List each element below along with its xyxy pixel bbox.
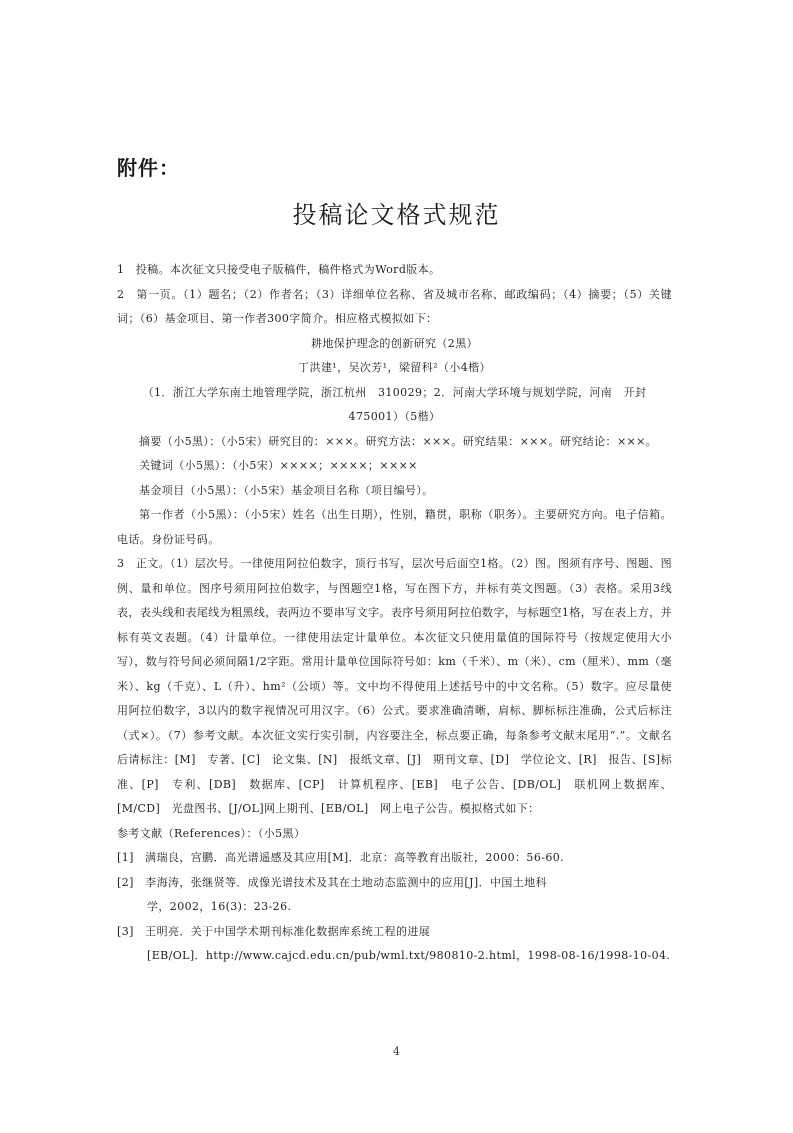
item-submission: 1 投稿。本次征文只接受电子版稿件，稿件格式为Word版本。 bbox=[117, 263, 441, 276]
reference-3-cont: [EB/OL]．http://www.cajcd.edu.cn/pub/wml.txt/980810-2.html，1998-08-16/1998-10-04. bbox=[147, 949, 671, 962]
reference-1: [1] 满瑞良，宫鹏．高光谱遥感及其应用[M]．北京：高等教育出版社，2000：56-60. bbox=[117, 851, 565, 864]
sample-abstract: 摘要（小5黑）：（小5宋）研究目的：×××。研究方法：×××。研究结果：×××。研究结论：×××。 bbox=[139, 434, 658, 448]
sample-affiliation: （1．浙江大学东南土地管理学院，浙江杭州 310029；2．河南大学环境与规划学院，河南 开封 475001）（5楷） bbox=[142, 385, 658, 423]
sample-title: 耕地保护理念的创新研究（2黑） bbox=[311, 336, 478, 350]
reference-2-cont: 学，2002，16(3)：23-26. bbox=[147, 900, 292, 913]
references-heading: 参考文献（References）：（小5黑） bbox=[117, 826, 306, 840]
sample-fund: 基金项目（小5黑）：（小5宋）基金项目名称（项目编号）。 bbox=[139, 483, 434, 497]
reference-2: [2] 李海涛，张继贤等．成像光谱技术及其在土地动态监测中的应用[J]．中国土地科 bbox=[117, 875, 547, 889]
reference-3: [3] 王明亮．关于中国学术期刊标准化数据库系统工程的进展 bbox=[117, 924, 431, 938]
document-title: 投稿论文格式规范 bbox=[292, 201, 501, 229]
attachment-label: 附件： bbox=[117, 156, 180, 180]
page-number: 4 bbox=[393, 1045, 400, 1058]
item-main-text: 3 正文。（1）层次号。一律使用阿拉伯数字，顶行书写，层次号后面空1格。（2）图。图须有序号、图题、图例、量和单位。图序号须用阿拉伯数字，与图题空1格，写在图下方，并标有英文图题。（3）表格。采用3线表，表头线和表尾线为粗黑线，表两边不要串写文字。表序号须用阿拉伯数字，与标题空1格，写在表上方，并标有英文表题。（4）计量单位。一律使用法定计量单位。本次征文只使用量值的国际符号（按规定使用大小写），数与符号间必须间隔1/2字距。常用计量单位国际符号如：km（千米）、m（米）、cm（厘米）、mm（毫米）、kg（千克）、L（升）、hm²（公顷）等。文中均不得使用上述括号中的中文名称。（5）数字。应尽量使用阿拉伯数字，3以内的数字视情况可用汉字。（6）公式。要求准确清晰，肩标、脚标标注准确，公式后标注（式×）。（7）参考文献。本次征文实行实引制，内容要注全，标点要正确，每条参考文献末尾用“.”。文献名后请标注：[M] 专著、[C] 论文集、[N] 报纸文章、[J] 期刊文章、[D] 学位论文、[R] 报告、[S]标准、[P] 专利、[DB] 数据库、[CP] 计算机程序、[EB] 电子公告、[DB/OL] 联机网上数据库、[M/CD] 光盘图书、[J/OL]网上期刊、[EB/OL] 网上电子公告。模拟格式如下： bbox=[117, 557, 672, 815]
sample-keywords: 关键词（小5黑）：（小5宋）××××；××××；×××× bbox=[139, 459, 418, 472]
sample-first-author: 第一作者（小5黑）：（小5宋）姓名（出生日期），性别，籍贯，职称（职务）。主要研究方向。电子信箱。电话。身份证号码。 bbox=[117, 508, 672, 546]
sample-authors: 丁洪建¹，吴次芳¹，梁留科²（小4楷） bbox=[298, 361, 491, 374]
item-first-page: 2 第一页。（1）题名；（2）作者名；（3）详细单位名称、省及城市名称、邮政编码；（4）摘要；（5）关键词；（6）基金项目、第一作者300字简介。相应格式模拟如下： bbox=[117, 287, 672, 325]
document-body bbox=[117, 258, 672, 969]
